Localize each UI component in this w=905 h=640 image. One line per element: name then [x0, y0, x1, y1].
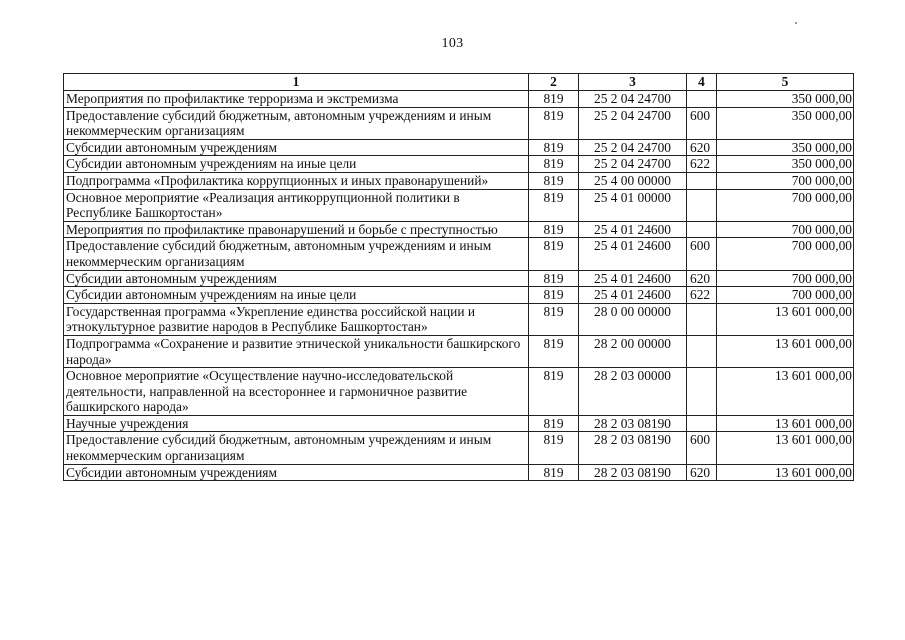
row-type: 620 [687, 139, 717, 156]
row-target: 25 2 04 24700 [579, 156, 687, 173]
row-type: 600 [687, 238, 717, 270]
page-number: 103 [441, 36, 464, 51]
header-col-2: 2 [529, 74, 579, 91]
header-col-3: 3 [579, 74, 687, 91]
table-row [64, 335, 854, 367]
row-code: 819 [529, 107, 579, 139]
row-amount: 700 000,00 [717, 189, 854, 221]
row-amount: 13 601 000,00 [717, 464, 854, 481]
scan-speck [795, 22, 797, 24]
row-name: Научные учреждения [64, 415, 529, 432]
table-row [64, 172, 854, 189]
row-amount: 700 000,00 [717, 221, 854, 238]
row-target: 28 2 03 08190 [579, 415, 687, 432]
row-code: 819 [529, 91, 579, 108]
row-name: Предоставление субсидий бюджетным, автономным учреждениям и иным некоммерческим организациям [64, 432, 529, 464]
row-code: 819 [529, 303, 579, 335]
row-code: 819 [529, 270, 579, 287]
row-amount: 700 000,00 [717, 238, 854, 270]
row-type [687, 303, 717, 335]
table-row [64, 415, 854, 432]
row-target: 28 2 03 08190 [579, 464, 687, 481]
row-name: Мероприятия по профилактике правонарушений и борьбе с преступностью [64, 221, 529, 238]
row-target: 25 2 04 24700 [579, 91, 687, 108]
row-name: Подпрограмма «Профилактика коррупционных и иных правонарушений» [64, 172, 529, 189]
table-row [64, 156, 854, 173]
row-type: 620 [687, 270, 717, 287]
table-row [64, 287, 854, 304]
row-target: 25 4 01 24600 [579, 270, 687, 287]
row-amount: 700 000,00 [717, 287, 854, 304]
table-row [64, 464, 854, 481]
row-target: 28 2 03 08190 [579, 432, 687, 464]
table-row [64, 221, 854, 238]
row-type [687, 221, 717, 238]
row-amount: 700 000,00 [717, 270, 854, 287]
row-code: 819 [529, 432, 579, 464]
row-name: Субсидии автономным учреждениям [64, 270, 529, 287]
table-row [64, 139, 854, 156]
row-code: 819 [529, 139, 579, 156]
row-type [687, 189, 717, 221]
row-name: Подпрограмма «Сохранение и развитие этнической уникальности башкирского народа» [64, 335, 529, 367]
row-name: Основное мероприятие «Осуществление научно-исследовательской деятельности, направленной на всестороннее и гармоничное развитие башкирского народа» [64, 368, 529, 416]
row-amount: 13 601 000,00 [717, 303, 854, 335]
row-code: 819 [529, 368, 579, 416]
row-type [687, 91, 717, 108]
row-target: 28 2 00 00000 [579, 335, 687, 367]
row-name: Мероприятия по профилактике терроризма и экстремизма [64, 91, 529, 108]
row-target: 28 2 03 00000 [579, 368, 687, 416]
row-target: 25 2 04 24700 [579, 107, 687, 139]
row-code: 819 [529, 189, 579, 221]
table-row [64, 238, 854, 270]
row-target: 25 4 01 00000 [579, 189, 687, 221]
row-amount: 13 601 000,00 [717, 368, 854, 416]
budget-table [63, 73, 854, 481]
header-col-1: 1 [64, 74, 529, 91]
row-amount: 700 000,00 [717, 172, 854, 189]
row-name: Предоставление субсидий бюджетным, автономным учреждениям и иным некоммерческим организациям [64, 238, 529, 270]
row-type [687, 368, 717, 416]
row-amount: 13 601 000,00 [717, 415, 854, 432]
row-type: 600 [687, 107, 717, 139]
table-row [64, 107, 854, 139]
header-col-4: 4 [687, 74, 717, 91]
row-type: 622 [687, 287, 717, 304]
row-code: 819 [529, 287, 579, 304]
row-type [687, 172, 717, 189]
row-name: Государственная программа «Укрепление единства российской нации и этнокультурное развитие народов в Республике Башкортостан» [64, 303, 529, 335]
table-row [64, 91, 854, 108]
row-code: 819 [529, 221, 579, 238]
row-code: 819 [529, 172, 579, 189]
table-row [64, 303, 854, 335]
row-code: 819 [529, 335, 579, 367]
row-target: 25 4 01 24600 [579, 238, 687, 270]
row-target: 28 0 00 00000 [579, 303, 687, 335]
row-name: Субсидии автономным учреждениям на иные цели [64, 156, 529, 173]
row-amount: 350 000,00 [717, 156, 854, 173]
row-target: 25 4 01 24600 [579, 221, 687, 238]
row-target: 25 4 00 00000 [579, 172, 687, 189]
row-amount: 13 601 000,00 [717, 335, 854, 367]
row-code: 819 [529, 238, 579, 270]
row-amount: 350 000,00 [717, 91, 854, 108]
row-amount: 350 000,00 [717, 107, 854, 139]
table-row [64, 432, 854, 464]
row-amount: 350 000,00 [717, 139, 854, 156]
row-name: Предоставление субсидий бюджетным, автономным учреждениям и иным некоммерческим организациям [64, 107, 529, 139]
header-col-5: 5 [717, 74, 854, 91]
table-row [64, 368, 854, 416]
table-row [64, 189, 854, 221]
header-row [64, 74, 854, 91]
row-amount: 13 601 000,00 [717, 432, 854, 464]
row-target: 25 2 04 24700 [579, 139, 687, 156]
row-code: 819 [529, 156, 579, 173]
row-type: 622 [687, 156, 717, 173]
table-row [64, 270, 854, 287]
row-type: 620 [687, 464, 717, 481]
row-type: 600 [687, 432, 717, 464]
row-type [687, 415, 717, 432]
row-target: 25 4 01 24600 [579, 287, 687, 304]
row-name: Субсидии автономным учреждениям на иные цели [64, 287, 529, 304]
row-name: Субсидии автономным учреждениям [64, 139, 529, 156]
row-name: Субсидии автономным учреждениям [64, 464, 529, 481]
row-name: Основное мероприятие «Реализация антикоррупционной политики в Республике Башкортостан» [64, 189, 529, 221]
row-code: 819 [529, 415, 579, 432]
row-code: 819 [529, 464, 579, 481]
row-type [687, 335, 717, 367]
